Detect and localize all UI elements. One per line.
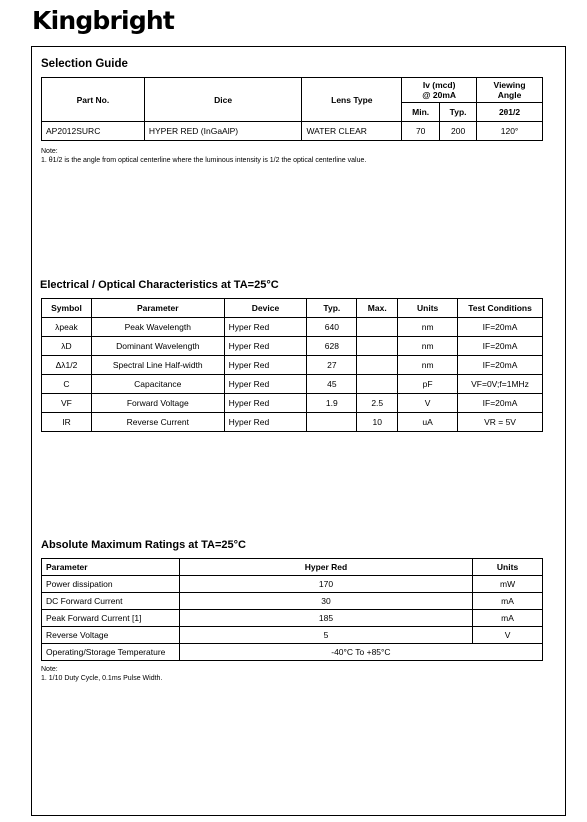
units-cell: nm [398,356,458,375]
selection-note [41,147,366,165]
header-iv-label: Iv (mcd) [422,80,456,90]
table-row [42,413,543,432]
header-symbol: Symbol [42,299,92,318]
table-row [42,318,543,337]
symbol-cell: λpeak [42,318,92,337]
symbol-cell: IR [42,413,92,432]
iv-typ-value: 200 [440,122,477,141]
header-part-no: Part No. [42,78,145,122]
header-theta: 2θ1/2 [477,103,543,122]
header-units: Units [398,299,458,318]
test-conditions-cell: VR = 5V [458,413,543,432]
absolute-note [41,665,162,683]
units-cell: V [473,627,543,644]
hyper-red-cell: 185 [179,610,472,627]
hyper-red-cell: -40°C To +85°C [179,644,542,661]
viewing-angle-value: 120° [477,122,543,141]
header-typ: Typ. [440,103,477,122]
iv-min-value: 70 [402,122,440,141]
table-row [42,644,543,661]
parameter-cell: Peak Wavelength [91,318,224,337]
hyper-red-cell: 5 [179,627,472,644]
device-cell: Hyper Red [224,318,307,337]
selection-note-label: Note: [41,148,58,155]
parameter-cell: Operating/Storage Temperature [42,644,180,661]
test-conditions-cell: IF=20mA [458,356,543,375]
parameter-cell: Reverse Voltage [42,627,180,644]
test-conditions-cell: VF=0V;f=1MHz [458,375,543,394]
units-cell: pF [398,375,458,394]
header-parameter: Parameter [91,299,224,318]
header-max: Max. [357,299,398,318]
absolute-note-text: 1. 1/10 Duty Cycle, 0.1ms Pulse Width. [41,675,163,682]
absolute-note-label: Note: [41,666,58,673]
header-viewing-label: Viewing [493,80,526,90]
symbol-cell: C [42,375,92,394]
test-conditions-cell: IF=20mA [458,337,543,356]
hyper-red-cell: 30 [179,593,472,610]
brand-logo: Kingbright [32,6,175,35]
units-cell: mW [473,576,543,593]
electrical-header-row [42,299,543,318]
header-viewing [477,78,543,103]
table-row [42,576,543,593]
header-angle-label: Angle [497,90,522,100]
units-cell: mA [473,610,543,627]
parameter-cell: Power dissipation [42,576,180,593]
header-typ: Typ. [307,299,357,318]
dice-value: HYPER RED (InGaAlP) [144,122,302,141]
device-cell: Hyper Red [224,394,307,413]
test-conditions-cell: IF=20mA [458,318,543,337]
max-cell: 10 [357,413,398,432]
header-min: Min. [402,103,440,122]
typ-cell: 640 [307,318,357,337]
header-iv-sub: @ 20mA [422,90,457,100]
electrical-title: Electrical / Optical Characteristics at TA=25°C [40,279,279,291]
table-row [42,394,543,413]
table-row [42,593,543,610]
part-number: AP2012SURC [42,122,145,141]
electrical-body [42,318,543,432]
max-cell [357,337,398,356]
device-cell: Hyper Red [224,337,307,356]
test-conditions-cell: IF=20mA [458,394,543,413]
typ-cell: 27 [307,356,357,375]
units-cell: uA [398,413,458,432]
device-cell: Hyper Red [224,413,307,432]
parameter-cell: Reverse Current [91,413,224,432]
typ-cell: 1.9 [307,394,357,413]
typ-cell: 45 [307,375,357,394]
selection-guide-title: Selection Guide [41,58,128,70]
table-row [42,375,543,394]
parameter-cell: Peak Forward Current [1] [42,610,180,627]
header-test-conditions: Test Conditions [458,299,543,318]
selection-guide-table [41,77,543,141]
symbol-cell: Δλ1/2 [42,356,92,375]
symbol-cell: λD [42,337,92,356]
header-iv [402,78,477,103]
symbol-cell: VF [42,394,92,413]
header-parameter: Parameter [42,559,180,576]
parameter-cell: Dominant Wavelength [91,337,224,356]
absolute-body [42,576,543,661]
device-cell: Hyper Red [224,356,307,375]
table-row [42,122,543,141]
absolute-header-row [42,559,543,576]
typ-cell: 628 [307,337,357,356]
header-dice: Dice [144,78,302,122]
selection-note-text: 1. θ1/2 is the angle from optical centerline where the luminous intensity is 1/2 the optical centerline value. [41,157,367,164]
table-row [42,337,543,356]
parameter-cell: DC Forward Current [42,593,180,610]
table-row [42,627,543,644]
lens-value: WATER CLEAR [302,122,402,141]
header-hyper-red: Hyper Red [179,559,472,576]
absolute-table [41,558,543,661]
max-cell: 2.5 [357,394,398,413]
parameter-cell: Forward Voltage [91,394,224,413]
max-cell [357,356,398,375]
header-device: Device [224,299,307,318]
parameter-cell: Capacitance [91,375,224,394]
table-row [42,610,543,627]
parameter-cell: Spectral Line Half-width [91,356,224,375]
absolute-title: Absolute Maximum Ratings at TA=25°C [41,539,246,551]
hyper-red-cell: 170 [179,576,472,593]
units-cell: nm [398,337,458,356]
header-lens-type: Lens Type [302,78,402,122]
max-cell [357,318,398,337]
header-units: Units [473,559,543,576]
table-row [42,356,543,375]
units-cell: mA [473,593,543,610]
max-cell [357,375,398,394]
units-cell: nm [398,318,458,337]
units-cell: V [398,394,458,413]
typ-cell [307,413,357,432]
device-cell: Hyper Red [224,375,307,394]
electrical-table [41,298,543,432]
